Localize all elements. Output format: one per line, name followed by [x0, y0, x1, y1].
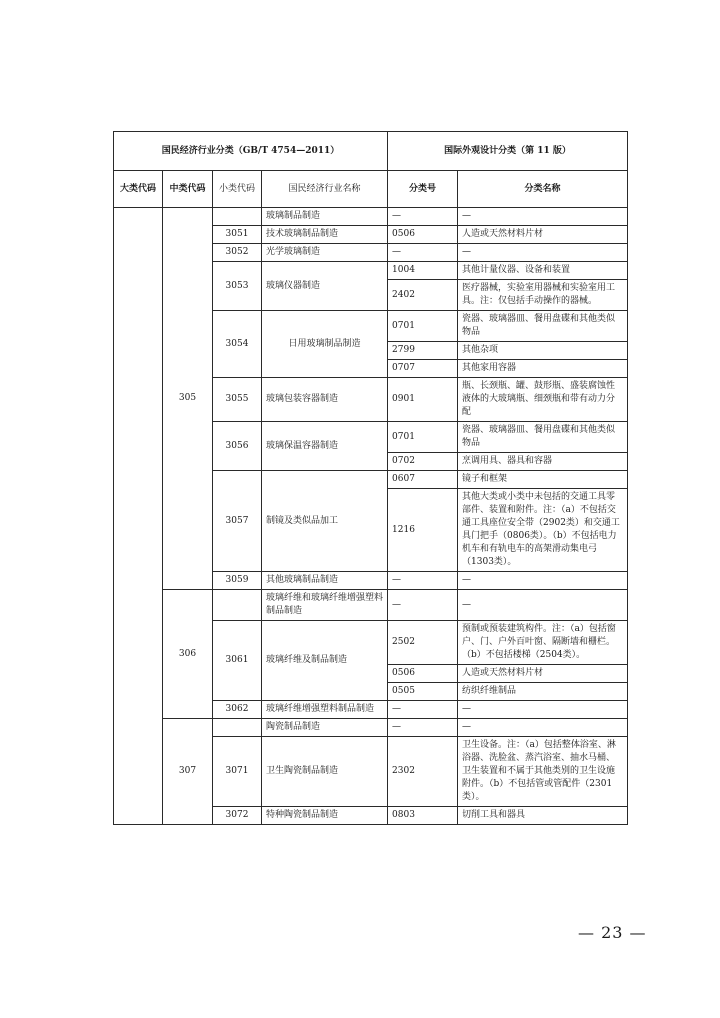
industry-name-cell: 特种陶瓷制品制造 [262, 807, 388, 825]
mid-code-cell: 307 [163, 719, 213, 825]
minor-code-cell: 3062 [213, 701, 262, 719]
industry-name-cell: 日用玻璃制品制造 [262, 311, 388, 378]
page-number: — 23 — [578, 923, 647, 942]
class-no-cell: 0506 [388, 226, 458, 244]
class-no-cell: 0506 [388, 665, 458, 683]
minor-code-cell: 3054 [213, 311, 262, 378]
class-name-cell: — [458, 244, 628, 262]
class-no-cell: 0707 [388, 360, 458, 378]
minor-code-cell [213, 719, 262, 737]
col-industry-header: 国民经济行业名称 [262, 171, 388, 208]
class-name-cell: 预制或预装建筑构件。注：（a）包括窗户、门、户外百叶窗、隔断墙和栅栏。（b）不包括楼梯（2504类）。 [458, 621, 628, 665]
industry-name-cell: 制镜及类似品加工 [262, 471, 388, 572]
class-no-cell: — [388, 719, 458, 737]
class-name-cell: — [458, 701, 628, 719]
minor-code-cell: 3055 [213, 378, 262, 422]
minor-code-cell: 3057 [213, 471, 262, 572]
class-name-cell: 瓶、长颈瓶、罐、鼓形瓶、盛装腐蚀性液体的大玻璃瓶、细颈瓶和带有动力分配 [458, 378, 628, 422]
industry-name-cell: 玻璃纤维及制品制造 [262, 621, 388, 701]
industry-name-cell: 陶瓷制品制造 [262, 719, 388, 737]
minor-code-cell: 3051 [213, 226, 262, 244]
class-name-cell: 其他家用容器 [458, 360, 628, 378]
minor-code-cell [213, 590, 262, 621]
minor-code-cell: 3056 [213, 422, 262, 471]
class-no-cell: 0701 [388, 311, 458, 342]
class-no-cell: 2402 [388, 280, 458, 311]
minor-code-cell [213, 208, 262, 226]
industry-name-cell: 玻璃包装容器制造 [262, 378, 388, 422]
class-no-cell: 2799 [388, 342, 458, 360]
class-no-cell: — [388, 701, 458, 719]
table-row [114, 208, 628, 226]
class-no-cell: — [388, 590, 458, 621]
mid-code-cell: 305 [163, 208, 213, 590]
table-row [114, 590, 628, 621]
col-minor-header: 小类代码 [213, 171, 262, 208]
class-name-cell: 其他杂项 [458, 342, 628, 360]
classification-table [113, 131, 628, 825]
class-name-cell: 瓷器、玻璃器皿、餐用盘碟和其他类似物品 [458, 422, 628, 453]
class-name-cell: — [458, 590, 628, 621]
table-title-row [114, 132, 628, 171]
minor-code-cell: 3072 [213, 807, 262, 825]
class-name-cell: — [458, 572, 628, 590]
class-no-cell: 0803 [388, 807, 458, 825]
class-no-cell: — [388, 208, 458, 226]
class-no-cell: 2502 [388, 621, 458, 665]
class-no-cell: 0701 [388, 422, 458, 453]
minor-code-cell: 3053 [213, 262, 262, 311]
right-title: 国际外观设计分类（第 11 版） [388, 132, 628, 171]
class-name-cell: 卫生设备。注：（a）包括整体浴室、淋浴器、洗脸盆、蒸汽浴室、抽水马桶、卫生装置和不属于其他类别的卫生设施附件。（b）不包括管或管配件（2301类）。 [458, 737, 628, 807]
class-name-cell: 其他大类或小类中未包括的交通工具零部件、装置和附件。注：（a）不包括交通工具座位安全带（2902类）和交通工具门把手（0806类）。（b）不包括电力机车和有轨电车的高架滑动集电弓（1303类）。 [458, 489, 628, 572]
minor-code-cell: 3052 [213, 244, 262, 262]
class-no-cell: 2302 [388, 737, 458, 807]
class-name-cell: — [458, 208, 628, 226]
mid-code-cell: 306 [163, 590, 213, 719]
class-no-cell: — [388, 572, 458, 590]
class-no-cell: 1004 [388, 262, 458, 280]
table-row [114, 719, 628, 737]
class-name-cell: 人造或天然材料片材 [458, 665, 628, 683]
col-class-name-header: 分类名称 [458, 171, 628, 208]
minor-code-cell: 3061 [213, 621, 262, 701]
column-header-row [114, 171, 628, 208]
left-title: 国民经济行业分类（GB/T 4754—2011） [114, 132, 388, 171]
class-name-cell: 医疗器械，实验室用器械和实验室用工具。注：仅包括手动操作的器械。 [458, 280, 628, 311]
class-name-cell: — [458, 719, 628, 737]
industry-name-cell: 玻璃纤维增强塑料制品制造 [262, 701, 388, 719]
col-mid-header: 中类代码 [163, 171, 213, 208]
class-no-cell: — [388, 244, 458, 262]
class-name-cell: 其他计量仪器、设备和装置 [458, 262, 628, 280]
col-major-header: 大类代码 [114, 171, 163, 208]
class-no-cell: 0702 [388, 453, 458, 471]
col-class-no-header: 分类号 [388, 171, 458, 208]
industry-name-cell: 卫生陶瓷制品制造 [262, 737, 388, 807]
industry-name-cell: 其他玻璃制品制造 [262, 572, 388, 590]
industry-name-cell: 技术玻璃制品制造 [262, 226, 388, 244]
class-no-cell: 0505 [388, 683, 458, 701]
class-name-cell: 瓷器、玻璃器皿、餐用盘碟和其他类似物品 [458, 311, 628, 342]
class-name-cell: 烹调用具、器具和容器 [458, 453, 628, 471]
industry-name-cell: 玻璃仪器制造 [262, 262, 388, 311]
minor-code-cell: 3071 [213, 737, 262, 807]
class-no-cell: 0607 [388, 471, 458, 489]
class-no-cell: 1216 [388, 489, 458, 572]
industry-name-cell: 玻璃制品制造 [262, 208, 388, 226]
industry-name-cell: 光学玻璃制造 [262, 244, 388, 262]
industry-name-cell: 玻璃纤维和玻璃纤维增强塑料制品制造 [262, 590, 388, 621]
class-name-cell: 纺织纤维制品 [458, 683, 628, 701]
industry-name-cell: 玻璃保温容器制造 [262, 422, 388, 471]
class-no-cell: 0901 [388, 378, 458, 422]
major-code-cell [114, 208, 163, 825]
class-name-cell: 切削工具和器具 [458, 807, 628, 825]
minor-code-cell: 3059 [213, 572, 262, 590]
class-name-cell: 人造或天然材料片材 [458, 226, 628, 244]
class-name-cell: 镜子和框架 [458, 471, 628, 489]
